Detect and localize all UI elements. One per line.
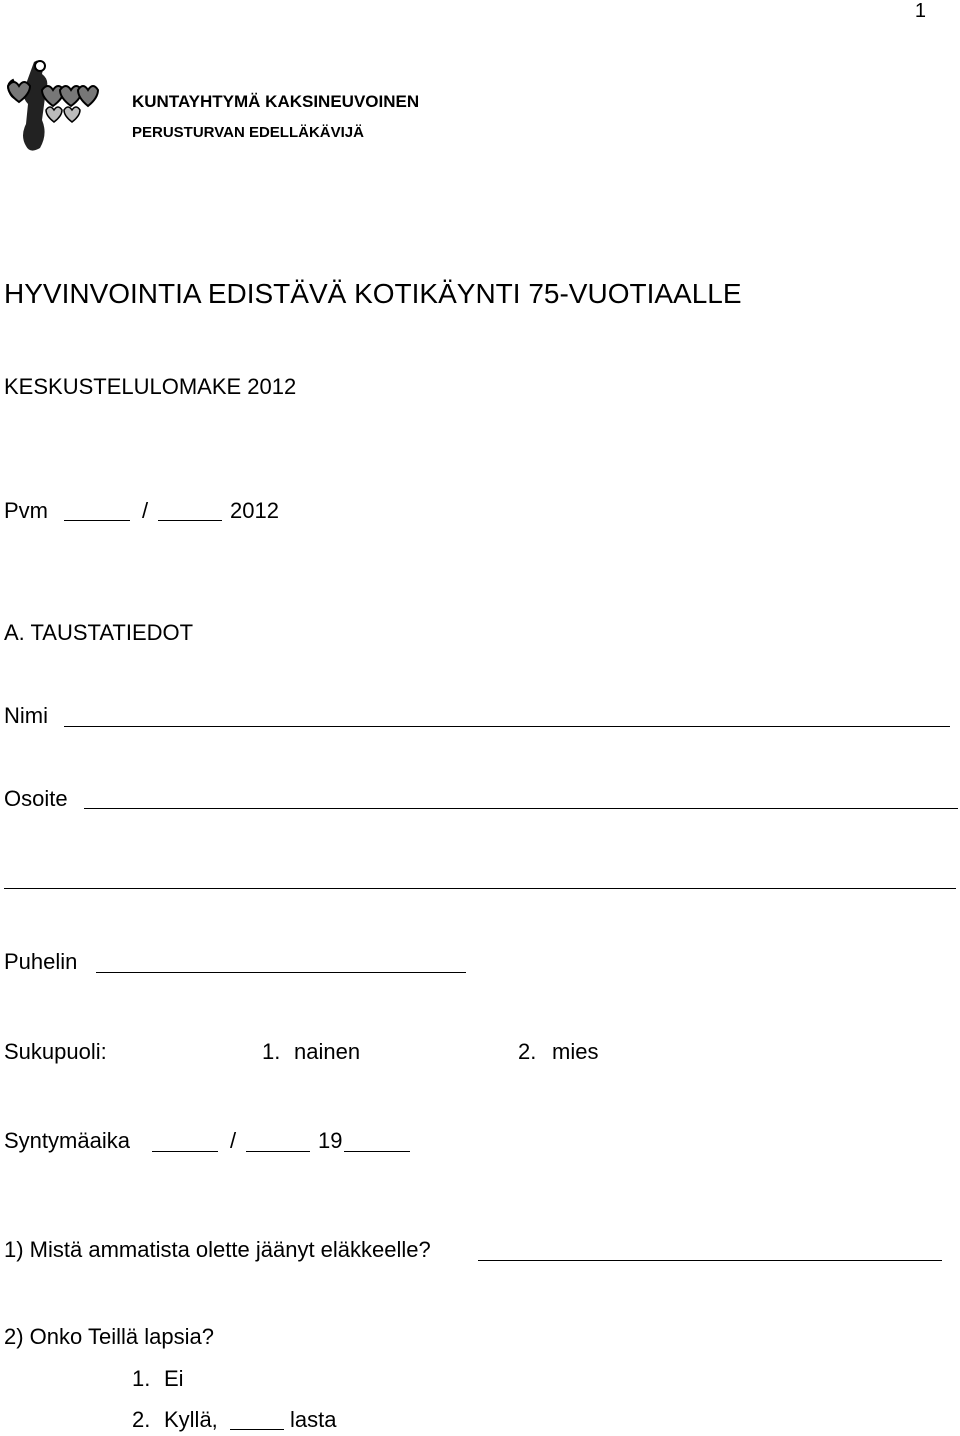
gender-option-2-number: 2. — [518, 1039, 537, 1064]
birthdate-separator: / — [230, 1128, 237, 1153]
question-2-option-no[interactable]: Ei — [164, 1366, 184, 1391]
address-field[interactable] — [84, 808, 958, 809]
phone-field[interactable] — [96, 972, 466, 973]
page-number: 1 — [914, 0, 926, 22]
section-heading: A. TAUSTATIEDOT — [4, 620, 194, 645]
gender-label: Sukupuoli: — [4, 1039, 107, 1064]
gender-option-female[interactable]: nainen — [294, 1039, 361, 1064]
birthdate-century: 19 — [318, 1128, 343, 1153]
birthdate-label: Syntymäaika — [4, 1128, 130, 1153]
question-1-answer-field[interactable] — [478, 1260, 942, 1261]
date-year: 2012 — [230, 498, 279, 523]
question-2: 2) Onko Teillä lapsia? — [4, 1324, 214, 1349]
organization-subtitle: PERUSTURVAN EDELLÄKÄVIJÄ — [132, 124, 364, 141]
document-title: HYVINVOINTIA EDISTÄVÄ KOTIKÄYNTI 75-VUOTIAALLE — [4, 278, 742, 309]
address-field-line2[interactable] — [4, 888, 956, 889]
date-label: Pvm — [4, 498, 48, 523]
children-count-field[interactable] — [230, 1429, 284, 1430]
date-separator: / — [142, 498, 149, 523]
children-count-suffix: lasta — [290, 1407, 337, 1432]
question-2-option-yes[interactable]: Kyllä, — [164, 1407, 218, 1432]
name-label: Nimi — [4, 703, 48, 728]
question-1: 1) Mistä ammatista olette jäänyt eläkkeelle? — [4, 1237, 431, 1262]
name-field[interactable] — [64, 726, 950, 727]
date-month-field[interactable] — [158, 520, 222, 521]
question-2-option-2-number: 2. — [132, 1407, 151, 1432]
birthdate-day-field[interactable] — [152, 1151, 218, 1152]
question-2-option-1-number: 1. — [132, 1366, 151, 1391]
phone-label: Puhelin — [4, 949, 78, 974]
date-day-field[interactable] — [64, 520, 130, 521]
gender-option-1-number: 1. — [262, 1039, 281, 1064]
hearts-figure-logo-icon — [4, 56, 100, 156]
organization-name: KUNTAYHTYMÄ KAKSINEUVOINEN — [132, 92, 420, 111]
address-label: Osoite — [4, 786, 68, 811]
birthdate-year-field[interactable] — [344, 1151, 410, 1152]
birthdate-month-field[interactable] — [246, 1151, 310, 1152]
gender-option-male[interactable]: mies — [552, 1039, 599, 1064]
document-subtitle: KESKUSTELULOMAKE 2012 — [4, 374, 297, 399]
